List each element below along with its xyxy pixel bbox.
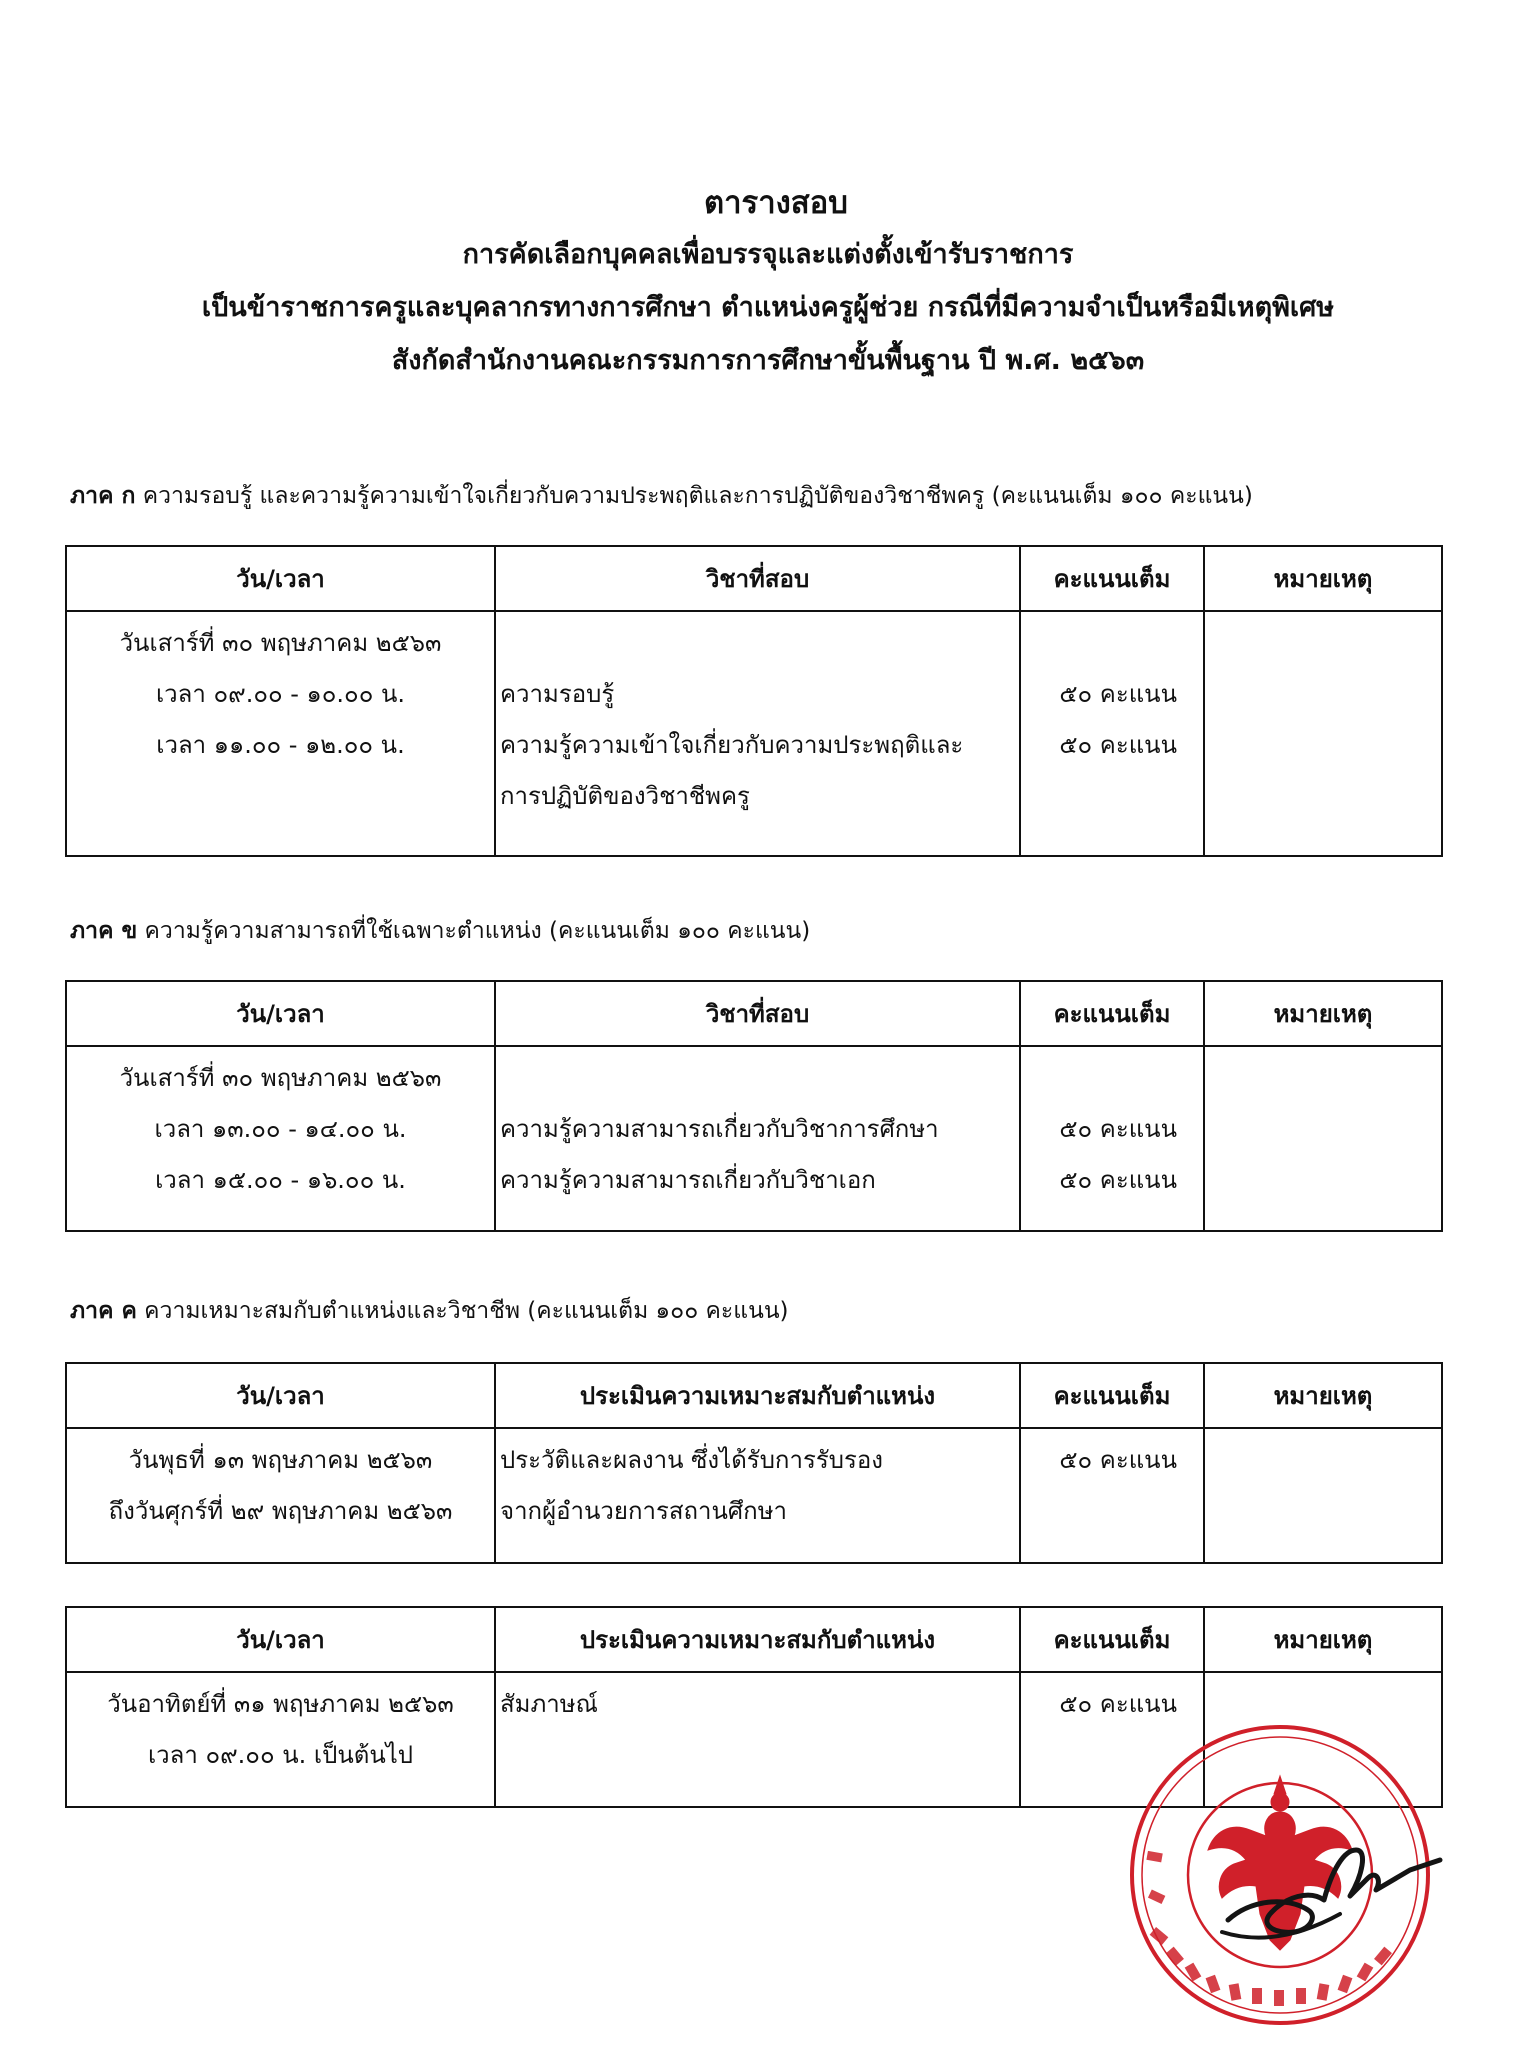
assessment-line: สัมภาษณ์	[500, 1690, 598, 1718]
subject-cell	[495, 1046, 1020, 1231]
subject-line: ความรอบรู้	[500, 680, 615, 708]
table-row	[66, 611, 1442, 856]
section-c-table	[65, 1362, 1443, 1564]
score-line: ๕๐ คะแนน	[1059, 1690, 1177, 1718]
time-line: เวลา ๐๙.๐๐ น. เป็นต้นไป	[147, 1741, 414, 1769]
garuda-emblem-icon	[1208, 1776, 1352, 1950]
header-subject: วิชาที่สอบ	[495, 546, 1020, 611]
document-header	[0, 178, 1536, 387]
table-header-row	[66, 1363, 1442, 1428]
subject-line: ความรู้ความเข้าใจเกี่ยวกับความประพฤติและ	[500, 731, 964, 759]
assessment-line: จากผู้อำนวยการสถานศึกษา	[500, 1497, 787, 1525]
score-cell	[1020, 1428, 1204, 1563]
subject-line: ความรู้ความสามารถเกี่ยวกับวิชาเอก	[500, 1166, 876, 1194]
remarks-cell	[1204, 611, 1442, 856]
header-full-score: คะแนนเต็ม	[1020, 1363, 1204, 1428]
table-header-row	[66, 1607, 1442, 1672]
official-seal	[1110, 1700, 1450, 2030]
score-line: ๕๐ คะแนน	[1059, 1166, 1177, 1194]
table-row	[66, 1428, 1442, 1563]
section-c-text: ความเหมาะสมกับตำแหน่งและวิชาชีพ (คะแนนเต็ม ๑๐๐ คะแนน)	[136, 1298, 789, 1324]
assessment-cell	[495, 1672, 1020, 1807]
assessment-line: ประวัติและผลงาน ซึ่งได้รับการรับรอง	[500, 1446, 883, 1474]
subject-line: การปฏิบัติของวิชาชีพครู	[500, 782, 750, 810]
header-remarks: หมายเหตุ	[1204, 546, 1442, 611]
remarks-cell	[1204, 1046, 1442, 1231]
time-line: เวลา ๑๓.๐๐ - ๑๔.๐๐ น.	[154, 1115, 407, 1143]
header-full-score: คะแนนเต็ม	[1020, 1607, 1204, 1672]
section-b-label: ภาค ข	[70, 918, 138, 944]
subject-cell	[495, 611, 1020, 856]
date-cell	[66, 611, 495, 856]
section-b-text: ความรู้ความสามารถที่ใช้เฉพาะตำแหน่ง (คะแนนเต็ม ๑๐๐ คะแนน)	[137, 918, 811, 944]
header-assessment: ประเมินความเหมาะสมกับตำแหน่ง	[495, 1363, 1020, 1428]
header-line-1: การคัดเลือกบุคคลเพื่อบรรจุและแต่งตั้งเข้ารับราชการ	[462, 239, 1074, 270]
time-line: เวลา ๑๑.๐๐ - ๑๒.๐๐ น.	[156, 731, 405, 759]
header-date-time: วัน/เวลา	[66, 1607, 495, 1672]
header-remarks: หมายเหตุ	[1204, 1363, 1442, 1428]
header-remarks: หมายเหตุ	[1204, 1607, 1442, 1672]
score-line: ๕๐ คะแนน	[1059, 680, 1177, 708]
date-cell	[66, 1046, 495, 1231]
header-date-time: วัน/เวลา	[66, 1363, 495, 1428]
score-cell	[1020, 1046, 1204, 1231]
section-c-heading	[70, 1294, 789, 1328]
header-line-2: เป็นข้าราชการครูและบุคลากรทางการศึกษา ตำแหน่งครูผู้ช่วย กรณีที่มีความจำเป็นหรือมีเหตุพิเศษ	[201, 292, 1335, 323]
document-title: ตารางสอบ	[704, 185, 848, 221]
header-full-score: คะแนนเต็ม	[1020, 981, 1204, 1046]
time-line: เวลา ๑๕.๐๐ - ๑๖.๐๐ น.	[155, 1166, 406, 1194]
date-line: วันพุธที่ ๑๓ พฤษภาคม ๒๕๖๓	[128, 1446, 433, 1474]
date-line: วันเสาร์ที่ ๓๐ พฤษภาคม ๒๕๖๓	[119, 1064, 442, 1092]
subject-line: ความรู้ความสามารถเกี่ยวกับวิชาการศึกษา	[500, 1115, 939, 1143]
date-cell	[66, 1672, 495, 1807]
remarks-cell	[1204, 1428, 1442, 1563]
header-date-time: วัน/เวลา	[66, 546, 495, 611]
section-a-table	[65, 545, 1443, 857]
section-a-label: ภาค ก	[70, 483, 136, 509]
table-row	[66, 1046, 1442, 1231]
header-line-3: สังกัดสำนักงานคณะกรรมการการศึกษาขั้นพื้นฐาน ปี พ.ศ. ๒๕๖๓	[391, 345, 1145, 376]
date-cell	[66, 1428, 495, 1563]
date-line: ถึงวันศุกร์ที่ ๒๙ พฤษภาคม ๒๕๖๓	[108, 1497, 453, 1525]
time-line: เวลา ๐๙.๐๐ - ๑๐.๐๐ น.	[155, 680, 406, 708]
date-line: วันเสาร์ที่ ๓๐ พฤษภาคม ๒๕๖๓	[119, 629, 442, 657]
section-a-text: ความรอบรู้ และความรู้ความเข้าใจเกี่ยวกับความประพฤติและการปฏิบัติของวิชาชีพครู (คะแนนเต็ม ๑๐๐ คะแนน)	[135, 483, 1253, 509]
table-header-row	[66, 981, 1442, 1046]
date-line: วันอาทิตย์ที่ ๓๑ พฤษภาคม ๒๕๖๓	[107, 1690, 454, 1718]
header-date-time: วัน/เวลา	[66, 981, 495, 1046]
header-assessment: ประเมินความเหมาะสมกับตำแหน่ง	[495, 1607, 1020, 1672]
section-b-heading	[70, 914, 810, 948]
score-cell	[1020, 611, 1204, 856]
section-b-table	[65, 980, 1443, 1232]
section-a-heading	[70, 479, 1253, 513]
assessment-cell	[495, 1428, 1020, 1563]
score-line: ๕๐ คะแนน	[1059, 1446, 1177, 1474]
table-header-row	[66, 546, 1442, 611]
section-c-label: ภาค ค	[70, 1298, 137, 1324]
score-line: ๕๐ คะแนน	[1059, 1115, 1177, 1143]
header-subject: วิชาที่สอบ	[495, 981, 1020, 1046]
score-line: ๕๐ คะแนน	[1059, 731, 1177, 759]
header-remarks: หมายเหตุ	[1204, 981, 1442, 1046]
header-full-score: คะแนนเต็ม	[1020, 546, 1204, 611]
